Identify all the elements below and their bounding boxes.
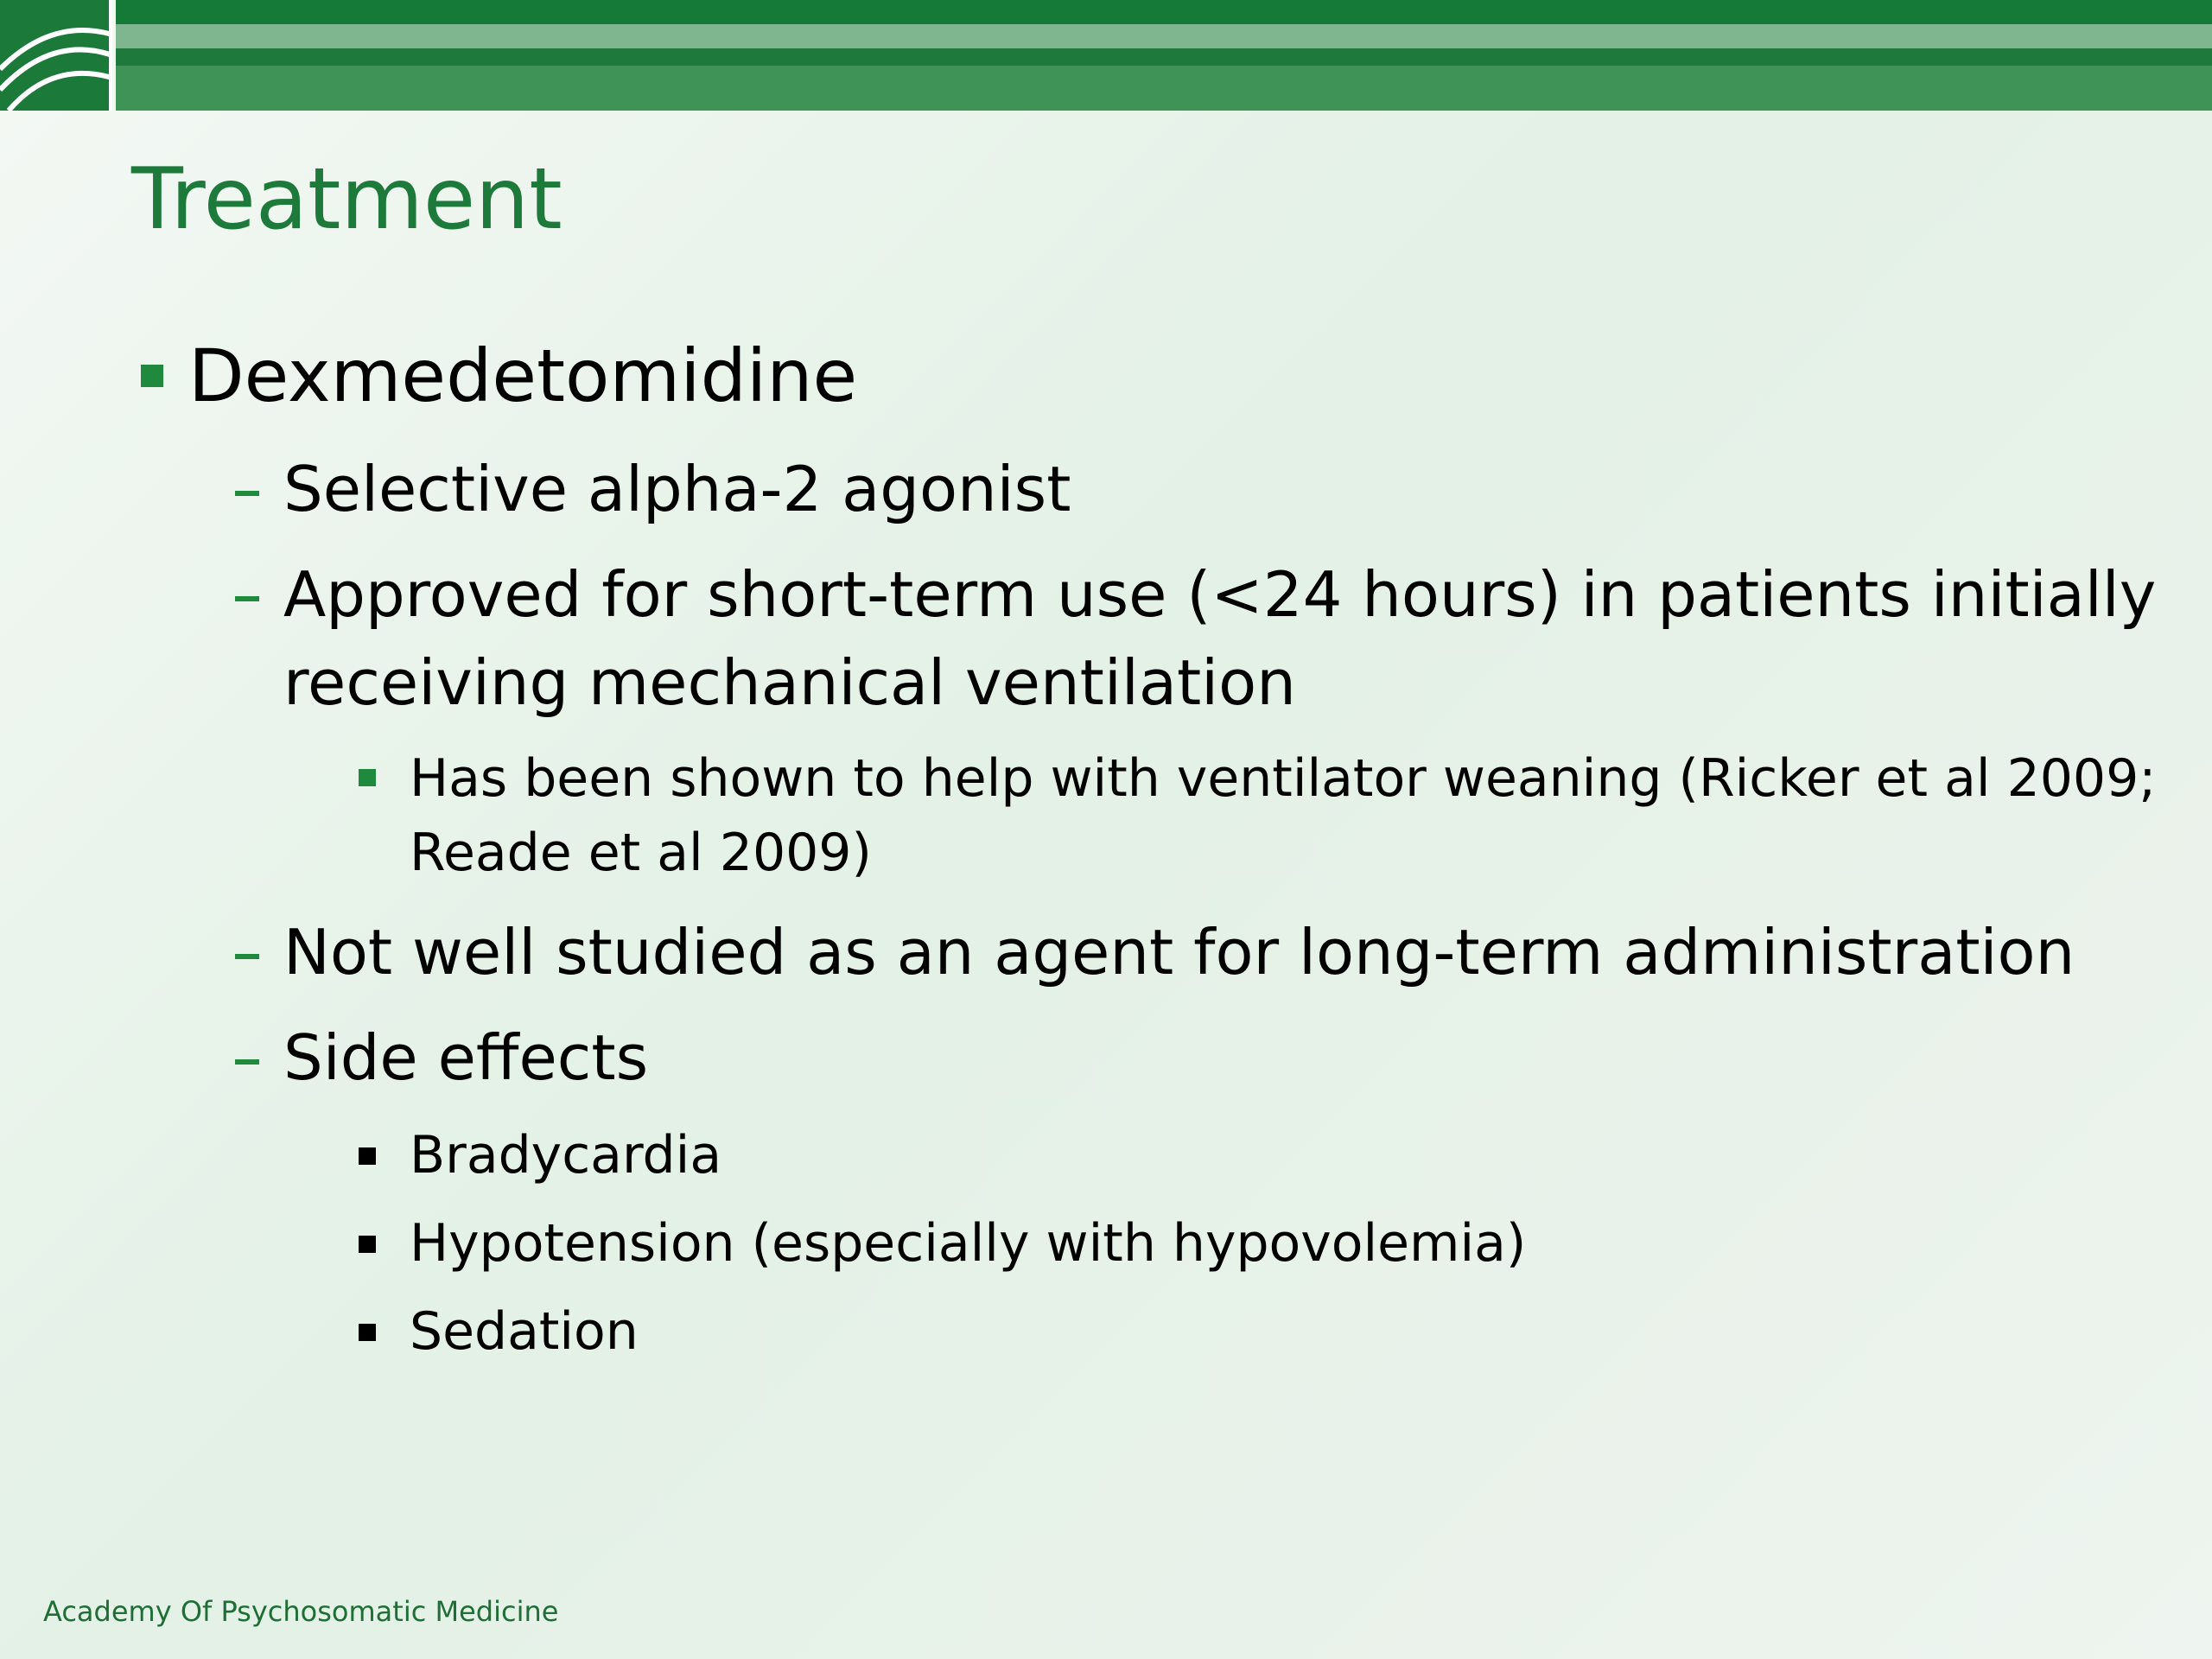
dash-icon xyxy=(235,954,259,959)
bullet-sub2-line1: Approved for short-term use (<24 hours) in patients initially xyxy=(283,558,2157,631)
bullet-main: Dexmedetomidine xyxy=(188,334,858,418)
side-effect-item: Bradycardia xyxy=(410,1125,722,1185)
bullet-detail-line1: Has been shown to help with ventilator weaning (Ricker et al 2009; xyxy=(410,748,2157,809)
slide-title: Treatment xyxy=(131,150,563,249)
bullet-icon xyxy=(359,1236,376,1253)
bullet-icon xyxy=(359,769,376,786)
bullet-sub3: Not well studied as an agent for long-term administration xyxy=(283,916,2075,988)
footer-text: Academy Of Psychosomatic Medicine xyxy=(43,1595,559,1628)
dash-icon xyxy=(235,596,259,601)
bullet-sub2-line2: receiving mechanical ventilation xyxy=(283,646,1296,719)
bullet-icon xyxy=(359,1147,376,1165)
dash-icon xyxy=(235,491,259,496)
side-effect-item: Sedation xyxy=(410,1301,639,1362)
bullet-detail-line2: Reade et al 2009) xyxy=(410,823,872,883)
side-effect-item: Hypotension (especially with hypovolemia) xyxy=(410,1213,1527,1274)
bullet-sub1: Selective alpha-2 agonist xyxy=(283,453,1071,525)
bullet-icon xyxy=(141,365,163,387)
dash-icon xyxy=(235,1059,259,1065)
bullet-sub4: Side effects xyxy=(283,1021,649,1094)
bullet-icon xyxy=(359,1324,376,1341)
